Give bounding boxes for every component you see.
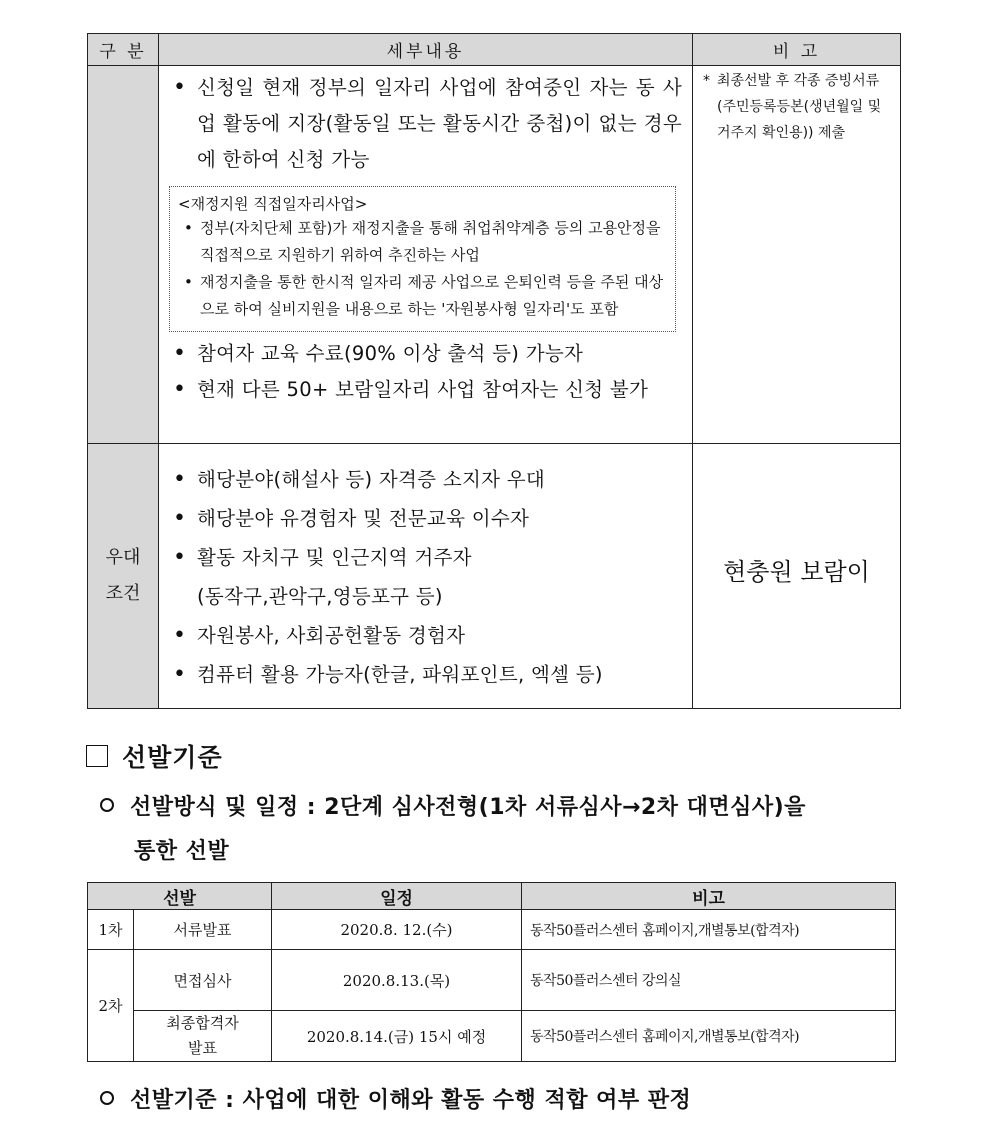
list-item: • 활동 자치구 및 인근지역 거주자 [173, 538, 682, 577]
table-row [88, 910, 896, 950]
header-detail: 세부내용 [159, 34, 693, 66]
step-cell: 면접심사 [134, 950, 272, 1011]
table-header-row [88, 34, 901, 66]
circle-bullet-icon [100, 798, 114, 812]
remark-cell: 동작50플러스센터 홈페이지,개별통보(합격자) [522, 910, 896, 950]
category-cell [88, 444, 159, 709]
selection-criteria-item [100, 1083, 691, 1114]
date-cell: 2020.8.14.(금) 15시 예정 [272, 1011, 522, 1062]
header-category: 구 분 [88, 34, 159, 66]
bullet-list [159, 444, 692, 706]
bullet-list [159, 70, 692, 178]
list-item: • 해당분야 유경험자 및 전문교육 이수자 [173, 499, 682, 538]
schedule-table [87, 882, 896, 1062]
item-text: 선발방식 및 일정 : 2단계 심사전형(1차 서류심사→2차 대면심사)을 [130, 795, 806, 820]
eligibility-table [87, 33, 901, 709]
stage-cell: 2차 [88, 950, 134, 1062]
category-cell-empty [88, 66, 159, 444]
table-row [88, 66, 901, 444]
remark-note [693, 66, 900, 146]
table-row [88, 950, 896, 1011]
header-selection: 선발 [88, 883, 272, 910]
list-item: • 컴퓨터 활용 가능자(한글, 파워포인트, 엑셀 등) [173, 655, 682, 694]
box-list [178, 215, 667, 323]
direct-job-info-box [169, 186, 676, 332]
step-cell: 서류발표 [134, 910, 272, 950]
section-heading [86, 738, 223, 774]
remark-cell [693, 66, 901, 444]
item-text: 선발기준 : 사업에 대한 이해와 활동 수행 적합 여부 판정 [130, 1088, 692, 1113]
step-label: 발표 [188, 1039, 217, 1057]
remark-cell: 동작50플러스센터 홈페이지,개별통보(합격자) [522, 1011, 896, 1062]
remark-cell: 동작50플러스센터 강의실 [522, 950, 896, 1011]
section-title: 선발기준 [122, 743, 223, 772]
detail-cell [159, 66, 693, 444]
detail-cell [159, 444, 693, 709]
table-header-row [88, 883, 896, 910]
item-text: 통한 선발 [134, 839, 230, 864]
table-row [88, 444, 901, 709]
step-label: 최종합격자 [166, 1014, 239, 1032]
remark-cell: 현충원 보람이 [693, 444, 901, 709]
date-cell: 2020.8. 12.(수) [272, 910, 522, 950]
square-icon [86, 745, 108, 767]
list-item: • 자원봉사, 사회공헌활동 경험자 [173, 616, 682, 655]
list-item: • 해당분야(해설사 등) 자격증 소지자 우대 [173, 460, 682, 499]
category-label: 조건 [105, 583, 141, 604]
bullet-list [159, 336, 692, 408]
header-schedule: 일정 [272, 883, 522, 910]
category-label: 우대 [105, 547, 141, 568]
list-item: • 재정지출을 통한 한시적 일자리 제공 사업으로 은퇴인력 등을 주된 대상으로 하여 실비지원을 내용으로 하는 '자원봉사형 일자리'도 포함 [178, 269, 667, 323]
stage-cell: 1차 [88, 910, 134, 950]
remark-text: 최종선발 후 각종 증빙서류(주민등록등본(생년월일 및 거주지 확인용)) 제출 [717, 73, 882, 141]
circle-bullet-icon [100, 1091, 114, 1105]
list-item: • 현재 다른 50+ 보람일자리 사업 참여자는 신청 불가 [173, 372, 682, 408]
table-row [88, 1011, 896, 1062]
asterisk: * [703, 73, 710, 89]
box-title: <재정지원 직접일자리사업> [178, 195, 368, 213]
selection-method-item-cont [134, 834, 229, 865]
selection-method-item [100, 790, 806, 821]
list-item: • 신청일 현재 정부의 일자리 사업에 참여중인 자는 동 사업 활동에 지장(활동일 또는 활동시간 중첩)이 없는 경우에 한하여 신청 가능 [173, 70, 682, 178]
header-remark: 비 고 [693, 34, 901, 66]
date-cell: 2020.8.13.(목) [272, 950, 522, 1011]
list-item: • 정부(자치단체 포함)가 재정지출을 통해 취업취약계층 등의 고용안정을 직접적으로 지원하기 위하여 추진하는 사업 [178, 215, 667, 269]
list-item: • 참여자 교육 수료(90% 이상 출석 등) 가능자 [173, 336, 682, 372]
list-item-continuation: (동작구,관악구,영등포구 등) [197, 585, 443, 608]
step-cell [134, 1011, 272, 1062]
header-remark: 비고 [522, 883, 896, 910]
